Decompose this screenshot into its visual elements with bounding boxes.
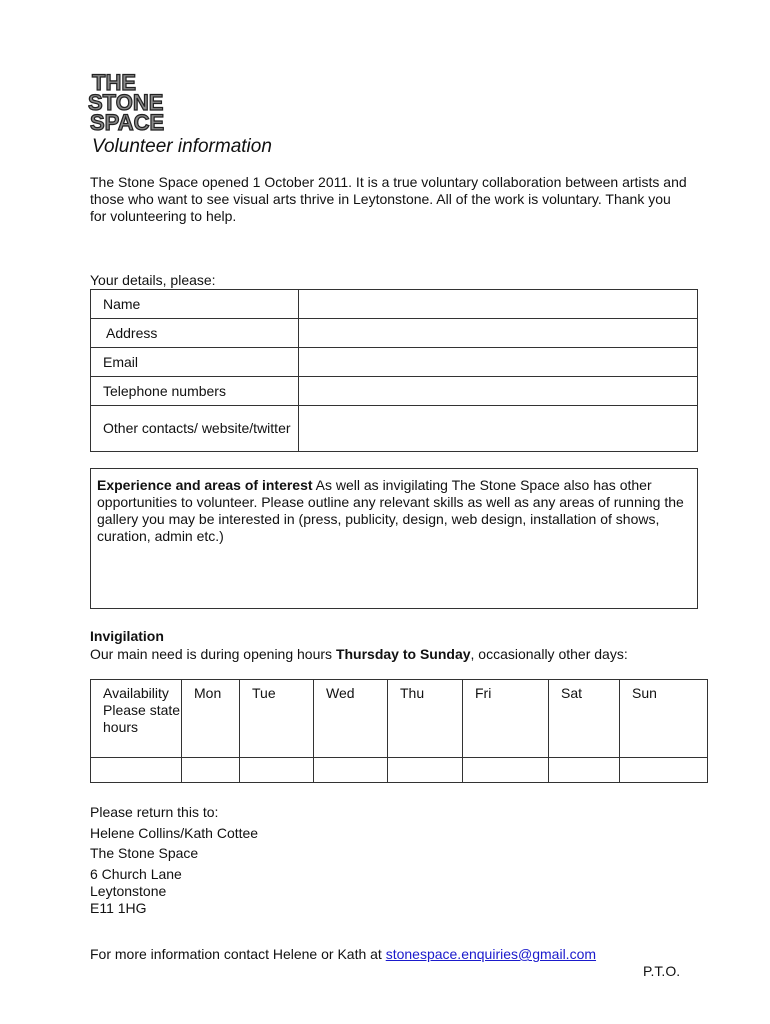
address-field[interactable] xyxy=(299,319,698,348)
telephone-field[interactable] xyxy=(299,377,698,406)
details-row-address xyxy=(91,319,698,348)
availability-cell-fri[interactable] xyxy=(463,758,549,783)
invigilation-text xyxy=(90,646,628,663)
availability-cell-sat[interactable] xyxy=(549,758,620,783)
return-heading: Please return this to: xyxy=(90,804,219,820)
details-table xyxy=(90,289,698,452)
invigilation-text-bold: Thursday to Sunday xyxy=(335,646,471,662)
availability-cell-tue[interactable] xyxy=(240,758,314,783)
invigilation-text-after: , occasionally other days: xyxy=(470,646,628,662)
return-address-line-1: 6 Church Lane xyxy=(90,866,182,882)
day-fri: Fri xyxy=(463,680,549,758)
details-row-telephone xyxy=(91,377,698,406)
return-org: The Stone Space xyxy=(90,845,199,861)
day-thu: Thu xyxy=(388,680,463,758)
day-mon: Mon xyxy=(182,680,240,758)
experience-heading: Experience and areas of interest xyxy=(97,477,313,493)
email-field[interactable] xyxy=(299,348,698,377)
page-title: Volunteer information xyxy=(92,136,272,157)
availability-cell-label[interactable] xyxy=(91,758,182,783)
day-sat: Sat xyxy=(549,680,620,758)
availability-table xyxy=(90,679,708,783)
invigilation-heading: Invigilation xyxy=(90,628,164,644)
day-sun: Sun xyxy=(620,680,708,758)
intro-paragraph: The Stone Space opened 1 October 2011. It is a true voluntary collaboration between artists and those who want to see visual arts thrive in Leytonstone. All of the work is voluntary. Thank you for volunteering to help. xyxy=(90,174,687,224)
pto-marker: P.T.O. xyxy=(643,963,681,979)
name-label: Name xyxy=(91,290,299,319)
address-label: Address xyxy=(91,319,299,348)
logo-line-1: THE xyxy=(92,70,136,95)
availability-header-row xyxy=(91,680,708,758)
details-heading: Your details, please: xyxy=(90,272,216,288)
return-address-line-3: E11 1HG xyxy=(90,900,147,916)
details-row-email xyxy=(91,348,698,377)
return-names: Helene Collins/Kath Cottee xyxy=(90,825,259,841)
name-field[interactable] xyxy=(299,290,698,319)
email-label: Email xyxy=(91,348,299,377)
contact-line xyxy=(90,946,596,963)
experience-text: As well as invigilating The Stone Space also has other opportunities to volunteer. Please outline any relevant skills as well as any areas of running the gallery you may be interested in (press, publicity, design, web design, installation of shows, curation, admin etc.) xyxy=(97,477,684,544)
availability-label: Availability Please state hours xyxy=(91,680,182,758)
telephone-label: Telephone numbers xyxy=(91,377,299,406)
details-row-other-contacts xyxy=(91,406,698,452)
experience-box[interactable] xyxy=(90,468,698,609)
invigilation-text-before: Our main need is during opening hours xyxy=(90,646,336,662)
availability-cell-sun[interactable] xyxy=(620,758,708,783)
availability-cell-wed[interactable] xyxy=(314,758,388,783)
other-contacts-field[interactable] xyxy=(299,406,698,452)
stone-space-logo xyxy=(88,70,188,132)
contact-email-link[interactable]: stonespace.enquiries@gmail.com xyxy=(385,946,597,962)
other-contacts-label: Other contacts/ website/twitter xyxy=(91,406,299,452)
logo-line-3: SPACE xyxy=(90,110,165,132)
availability-input-row xyxy=(91,758,708,783)
return-address-line-2: Leytonstone xyxy=(90,883,167,899)
day-tue: Tue xyxy=(240,680,314,758)
details-row-name xyxy=(91,290,698,319)
contact-text: For more information contact Helene or Kath at xyxy=(90,946,386,962)
availability-cell-thu[interactable] xyxy=(388,758,463,783)
logo-line-2: STONE xyxy=(88,90,164,115)
availability-cell-mon[interactable] xyxy=(182,758,240,783)
day-wed: Wed xyxy=(314,680,388,758)
